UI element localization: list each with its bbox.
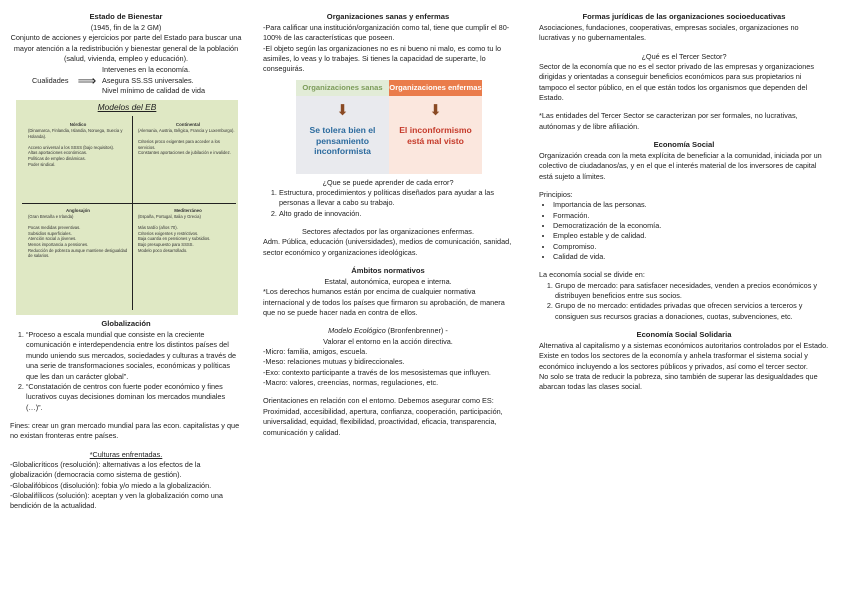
- globalizacion-item: 1. “Proceso a escala mundial que consiste en la creciente comunicación e interdependencia entre los distintos países del mundo uniendo sus mercados, sociedades y culturas a través de una serie de transformaciones sociales, económicas y políticas que les dan un carácter global”.: [26, 330, 242, 382]
- formas-text: Asociaciones, fundaciones, cooperativas, empresas sociales, organizaciones no lucrativas y no gubernamentales.: [539, 22, 799, 43]
- sick-org-header: Organizaciones enfermas: [389, 80, 482, 97]
- division-list: [539, 281, 829, 322]
- model-countries: (Gran Bretaña e Irlanda): [28, 214, 74, 220]
- model-countries: (España, Portugal, Italia y Grecia): [138, 214, 201, 220]
- qualities-block: [32, 65, 242, 96]
- error-answer: 1. Estructura, procedimientos y políticas diseñados para ayudar a las personas a llevar a cabo su trabajo.: [279, 188, 513, 209]
- globalizacion-item: 2. “Constatación de centros con fuerte poder económico y fines lucrativos cuyas decisiones dominan los mercados mundiales (…)”.: [26, 382, 242, 413]
- model-countries: (Alemania, Austria, Bélgica, Francia y Luxemburgo).: [138, 128, 235, 134]
- double-arrow-icon: ⟹: [77, 73, 97, 89]
- eco-item: -Meso: relaciones mutuas y bidireccionales.: [263, 357, 405, 367]
- cultura-item: -Globalicríticos (resolución): alternativas a los efectos de la globalización (democracia como sistema de gestión).: [10, 460, 201, 480]
- models-eb-diagram: [16, 100, 238, 315]
- cultura-item: -Globalifílicos (solución): aceptan y ven la globalización como una bendición de la actualidad.: [10, 491, 223, 511]
- diagram-horizontal-divider: [22, 203, 236, 204]
- models-eb-title: Modelos del EB: [97, 102, 157, 113]
- section-title-economia-social-solidaria: Economía Social Solidaria: [636, 330, 732, 340]
- sectores-text: Adm. Pública, educación (universidades), medios de comunicación, sanidad, sector económico y organizaciones ideológicas.: [263, 237, 512, 257]
- model-anglosajon: [28, 208, 128, 259]
- modelo-ecologico-name: Modelo Ecológico: [328, 326, 386, 336]
- model-feature: Baja cuantía en pensiones y subsidios.: [138, 236, 211, 242]
- model-feature: Atención social a jóvenes.: [28, 236, 77, 242]
- arrow-down-icon: ⬇: [336, 102, 349, 120]
- section-title-ambitos: Ámbitos normativos: [351, 266, 425, 276]
- model-feature: Altas aportaciones económicas.: [28, 150, 88, 156]
- column-estado-bienestar: [10, 12, 242, 512]
- model-feature: Poder sindical.: [28, 161, 56, 167]
- globalizacion-fines: Fines: crear un gran mercado mundial para las econ. capitalistas y que no existan fronteras entre países.: [10, 420, 240, 441]
- model-feature: Políticas de empleo dinámicas.: [28, 155, 86, 161]
- column-formas-juridicas: [539, 12, 829, 393]
- principio-item: • Formación.: [553, 211, 829, 221]
- ess-text: No solo se trata de reducir la pobreza, sino también de superar las desigualdades que abarcan todas las clases social.: [539, 372, 818, 392]
- division-item: 1. Grupo de mercado: para satisfacer necesidades, venden a precios económicos y distribuyen beneficios entre sus socios.: [555, 281, 829, 302]
- modelo-ecologico-title: [263, 326, 513, 336]
- quality-item: Intervenes en la economía.: [102, 65, 191, 75]
- section-title-estado-bienestar: Estado de Bienestar: [89, 12, 163, 21]
- modelo-ecologico-subtitle: Valorar el entorno en la acción directiva.: [323, 336, 453, 346]
- model-feature: Criterios exigentes y restrictivos.: [138, 230, 199, 236]
- cultura-item: -Globalifóbicos (disolución): fobia y/o miedo a la globalización.: [10, 480, 212, 490]
- model-name: Continental: [175, 122, 201, 128]
- model-continental: [138, 122, 238, 156]
- modelo-ecologico-author: (Bronfenbrenner) -: [387, 326, 448, 336]
- eco-item: -Micro: familia, amigos, escuela.: [263, 347, 368, 357]
- arrow-down-icon: ⬇: [429, 102, 442, 120]
- model-feature: Menos importancia a pensiones.: [28, 241, 89, 247]
- model-feature: Pocas medidas preventivas.: [28, 224, 81, 230]
- ambitos-subtitle: Estatal, autonómica, europea e interna.: [324, 276, 452, 286]
- qualities-list: [102, 65, 205, 96]
- economia-social-text: Organización creada con la meta explícita de beneficiar a la comunidad, iniciada por un colectivo de ciudadanos/as, y en el que el interés material de los inversores de capital está sujeto a límites.: [539, 150, 822, 181]
- section-title-organizaciones: Organizaciones sanas y enfermas: [326, 12, 450, 21]
- ess-text: Alternativa al capitalismo y a sistemas económicos autoritarios controlados por el Estado. Existe en todos los sectores de la economía y anhela trasformar el sistema social y económico incluyendo a los sectores públicos y privados, así como el tercer sector.: [539, 340, 829, 371]
- sick-org-panel: [389, 80, 482, 174]
- globalizacion-list: [10, 330, 242, 413]
- healthy-org-text: Se tolera bien el pensamiento inconformista: [309, 125, 376, 156]
- model-nordico: [28, 122, 128, 167]
- organizaciones-comparison-image: [296, 80, 482, 174]
- model-feature: Reducción de pobreza aunque mantiene desigualdad de salarios.: [28, 247, 128, 259]
- principio-item: • Empleo estable y de calidad.: [553, 231, 829, 241]
- division-title: La economía social se divide en:: [539, 270, 645, 280]
- diagram-vertical-divider: [132, 116, 133, 310]
- quality-item: Nivel mínimo de calidad de vida: [102, 85, 206, 95]
- section-title-formas-juridicas: Formas jurídicas de las organizaciones socioeducativas: [582, 12, 786, 21]
- model-feature: Subsidios superficiales.: [28, 230, 72, 236]
- model-feature: Acceso universal a los SSSS (bajo requisitos).: [28, 144, 115, 150]
- model-name: Anglosajón: [66, 208, 90, 214]
- tercer-sector-text: Sector de la economía que no es el sector privado de las empresas y organizaciones dirigidas y orientadas a conseguir beneficios económicos para sus propietarios ni tampoco el sector público, en el que están todos los organismos que dependen del Estado.: [539, 61, 815, 102]
- principios-list: [539, 200, 829, 262]
- principio-item: • Calidad de vida.: [553, 252, 829, 262]
- quality-item: Asegura SS.SS universales.: [102, 75, 194, 85]
- principio-item: • Compromiso.: [553, 242, 829, 252]
- healthy-org-header: Organizaciones sanas: [296, 80, 389, 97]
- column-organizaciones: [263, 12, 513, 438]
- model-mediterraneo: [138, 208, 238, 253]
- model-name: Nórdico: [69, 122, 87, 128]
- qualities-label: Cualidades: [32, 75, 69, 85]
- model-feature: Modelo poco desarrollado.: [138, 247, 188, 253]
- model-feature: Constantes aportaciones de jubilación e invalidez.: [138, 150, 231, 156]
- sick-org-text: El inconformismo está mal visto: [399, 125, 472, 146]
- estado-bienestar-date: (1945, fin de la 2 GM): [90, 22, 162, 32]
- principios-title: Principios:: [539, 189, 573, 199]
- ambitos-text: *Los derechos humanos están por encima de cualquier normativa internacional y de todos los países que firmaron su aprobación, de manera que no se puede hacer nada en contra de ellos.: [263, 287, 505, 317]
- eco-item: -Exo: contexto participante a través de los mesosistemas que influyen.: [263, 367, 491, 377]
- estado-bienestar-intro: Conjunto de acciones y ejercicios por parte del Estado para buscar una mayor atención a la redistribución y bienestar general de la población (salud, vivienda, empleo y educación).: [10, 33, 242, 63]
- model-name: Mediterráneo: [174, 208, 202, 214]
- division-item: 2. Grupo de no mercado: entidades privadas que ofrecen servicios a terceros y consiguen sus recursos gracias a donaciones, cuotas, subvenciones, etc.: [555, 301, 829, 322]
- principio-item: • Democratización de la economía.: [553, 221, 829, 231]
- model-feature: Criterios proco exigentes para acceder a los servicios.: [138, 138, 220, 150]
- sectores-title: Sectores afectados por las organizaciones enfermas.: [302, 227, 474, 237]
- principio-item: • Importancia de las personas.: [553, 200, 829, 210]
- section-title-economia-social: Economía Social: [653, 140, 715, 150]
- error-question: ¿Que se puede aprender de cada error?: [322, 177, 454, 187]
- orientaciones-text: Orientaciones en relación con el entorno. Debemos asegurar como ES: Proximidad, accesibilidad, apertura, confianza, cooperación, participación, universalidad, equidad, flexibilidad, proactividad, eficacia, transparencia, comunicación y calidad.: [263, 396, 503, 437]
- error-answers-list: [263, 188, 513, 219]
- culturas-title: *Culturas enfrentadas.: [89, 449, 163, 459]
- healthy-org-panel: [296, 80, 389, 174]
- organizaciones-line: -Para calificar una institución/organización como tal, tiene que cumplir el 80-100% de las características que poseen.: [263, 22, 510, 43]
- model-countries: (Dinamarca, Finlandia, Islandia, Noruega, Suecia y Holanda).: [28, 128, 123, 139]
- model-feature: Bajo presupuesto para SSSS.: [138, 241, 194, 247]
- organizaciones-line: -El objeto según las organizaciones no es ni bueno ni malo, es como tu lo asimiles, lo veas y lo trabajes. Si tienes la capacidad de superarte, lo conseguirás.: [263, 43, 502, 74]
- section-title-globalizacion: Globalización: [101, 319, 151, 329]
- error-answer: 2. Alto grado de innovación.: [279, 209, 513, 219]
- tercer-sector-question: ¿Qué es el Tercer Sector?: [641, 51, 727, 61]
- model-feature: Más tardío (años 70).: [138, 224, 178, 230]
- eco-item: -Macro: valores, creencias, normas, regulaciones, etc.: [263, 378, 439, 388]
- tercer-sector-note: *Las entidades del Tercer Sector se caracterizan por ser formales, no lucrativas, autónomas y de libre afiliación.: [539, 111, 798, 131]
